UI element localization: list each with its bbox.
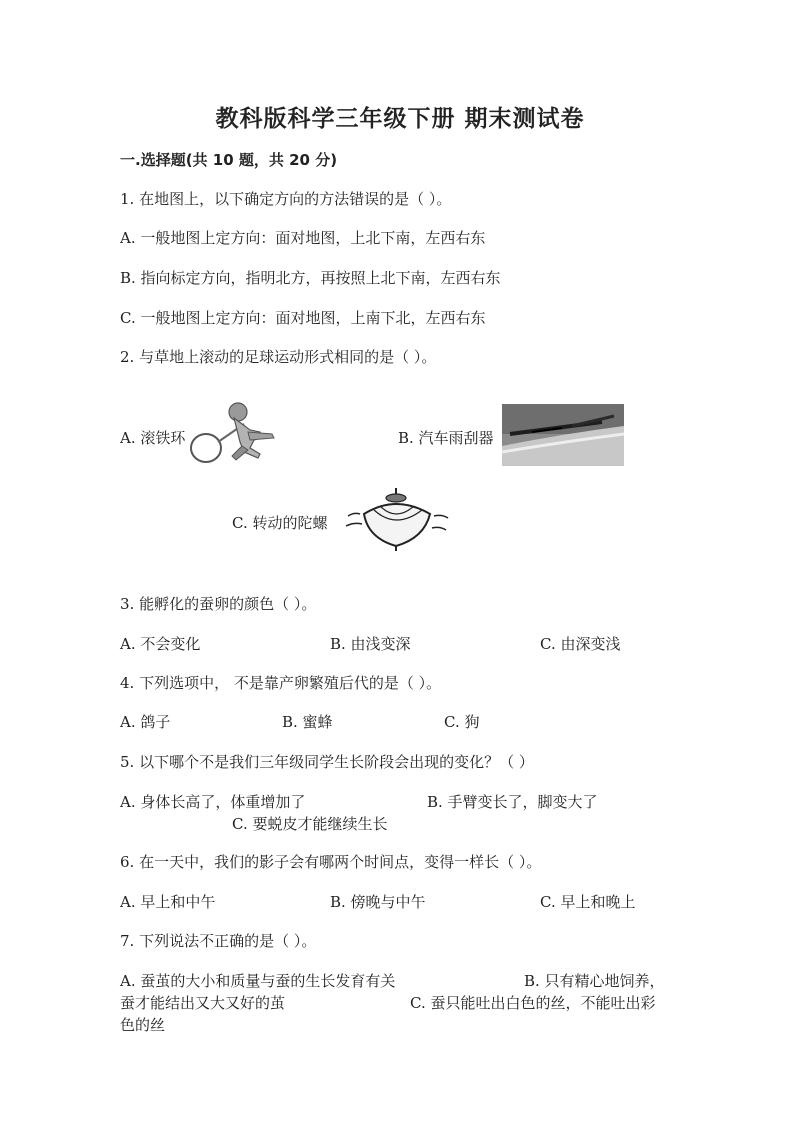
question-6-option-a: A. 早上和中午 bbox=[120, 893, 216, 911]
page-title: 教科版科学三年级下册 期末测试卷 bbox=[215, 106, 585, 132]
question-6-option-b: B. 傍晚与中午 bbox=[330, 893, 426, 911]
question-3-option-c: C. 由深变浅 bbox=[540, 635, 621, 653]
question-7-option-b: B. 只有精心地饲养， bbox=[524, 972, 665, 990]
windshield-wiper-icon bbox=[502, 404, 624, 466]
section-heading: 一.选择题(共 10 题，共 20 分) bbox=[120, 151, 338, 169]
question-7-stem: 7. 下列说法不正确的是（ ）。 bbox=[120, 932, 317, 950]
question-2-option-b: B. 汽车雨刮器 bbox=[398, 429, 494, 447]
question-7-option-c-cont: 色的丝 bbox=[120, 1016, 166, 1034]
question-4-stem: 4. 下列选项中， 不是靠产卵繁殖后代的是（ ）。 bbox=[120, 674, 442, 692]
question-2-option-a: A. 滚铁环 bbox=[120, 429, 186, 447]
question-5-stem: 5. 以下哪个不是我们三年级同学生长阶段会出现的变化？（ ） bbox=[120, 753, 534, 771]
question-4-option-c: C. 狗 bbox=[444, 713, 480, 731]
question-4-option-a: A. 鸽子 bbox=[120, 713, 171, 731]
question-3-stem: 3. 能孵化的蚕卵的颜色（ ）。 bbox=[120, 595, 317, 613]
question-1-option-b: B. 指向标定方向，指明北方，再按照上北下南，左西右东 bbox=[120, 269, 501, 287]
question-1-option-c: C. 一般地图上定方向：面对地图，上南下北，左西右东 bbox=[120, 309, 486, 327]
question-4-option-b: B. 蜜蜂 bbox=[282, 713, 333, 731]
question-3-option-b: B. 由浅变深 bbox=[330, 635, 411, 653]
question-7-option-a: A. 蚕茧的大小和质量与蚕的生长发育有关 bbox=[120, 972, 396, 990]
question-7-option-b-cont: 蚕才能结出又大又好的茧 bbox=[120, 994, 286, 1012]
question-1-option-a: A. 一般地图上定方向：面对地图，上北下南，左西右东 bbox=[120, 229, 486, 247]
question-5-option-a: A. 身体长高了，体重增加了 bbox=[120, 793, 306, 811]
spinning-top-icon bbox=[344, 486, 450, 552]
question-2-stem: 2. 与草地上滚动的足球运动形式相同的是（ ）。 bbox=[120, 348, 437, 366]
question-1-stem: 1. 在地图上，以下确定方向的方法错误的是（ ）。 bbox=[120, 190, 452, 208]
question-5-option-c: C. 要蜕皮才能继续生长 bbox=[232, 815, 388, 833]
question-6-stem: 6. 在一天中，我们的影子会有哪两个时间点，变得一样长（ ）。 bbox=[120, 853, 542, 871]
question-5-option-b: B. 手臂变长了，脚变大了 bbox=[427, 793, 598, 811]
question-6-option-c: C. 早上和晚上 bbox=[540, 893, 636, 911]
question-7-option-c: C. 蚕只能吐出白色的丝，不能吐出彩 bbox=[410, 994, 656, 1012]
question-2-option-c: C. 转动的陀螺 bbox=[232, 514, 328, 532]
question-3-option-a: A. 不会变化 bbox=[120, 635, 201, 653]
boy-rolling-hoop-icon bbox=[188, 402, 284, 464]
